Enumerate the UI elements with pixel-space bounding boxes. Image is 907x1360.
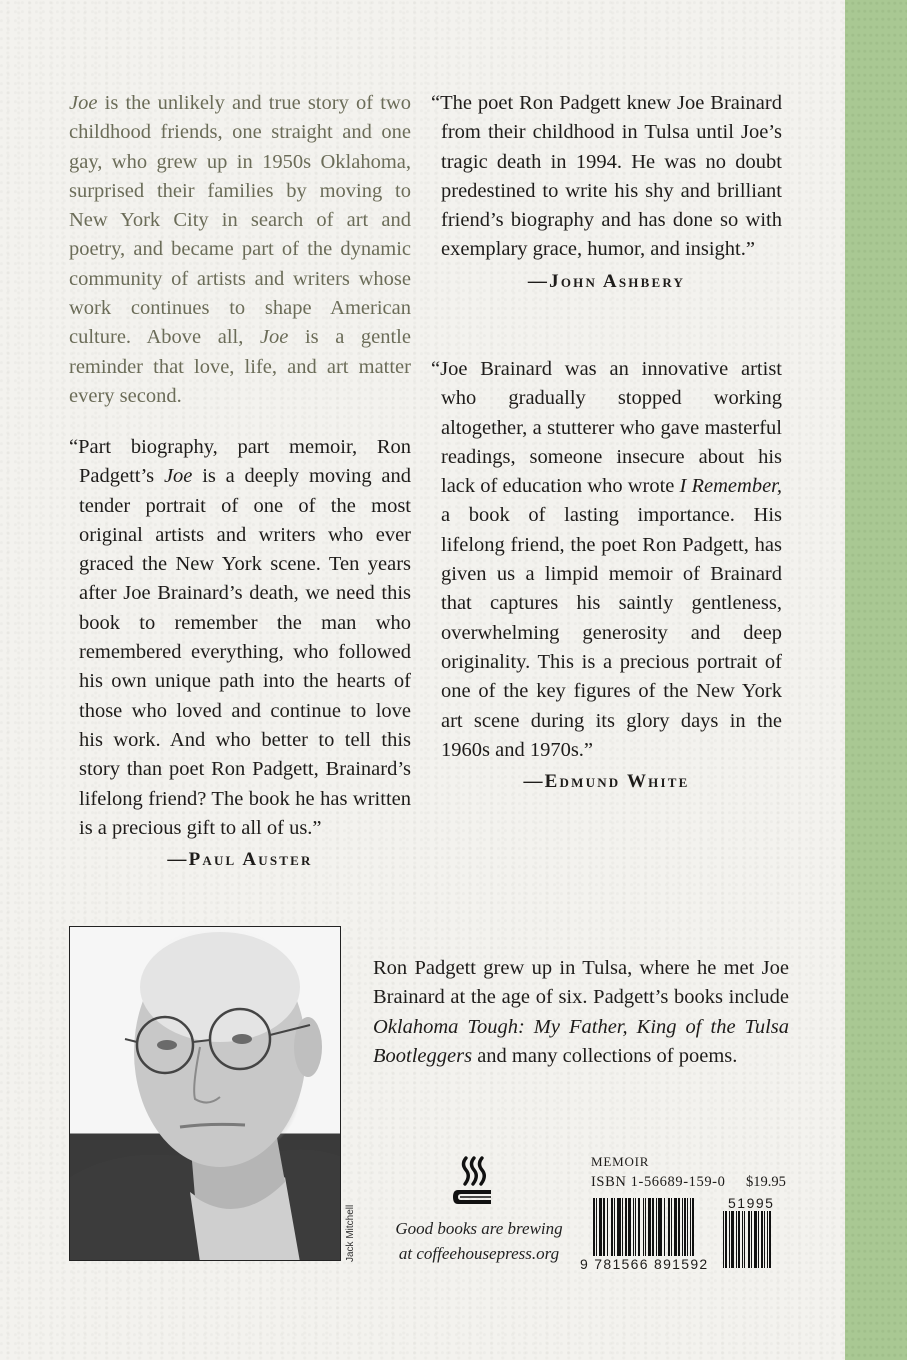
publisher-tagline bbox=[380, 1216, 578, 1266]
photo-credit: Jack Mitchell bbox=[345, 1204, 356, 1262]
author-bio bbox=[373, 954, 789, 1071]
bio-text-part: and many collections of poems. bbox=[472, 1044, 738, 1067]
book-title-italic: Joe bbox=[69, 92, 98, 114]
price-code-bars bbox=[723, 1211, 783, 1268]
blurb-text-part: “Joe Brainard was an innovative artist who gradually stopped working altogether, a stutterer who gave masterful readings, someone insecure about his lack of education who wrote bbox=[431, 358, 782, 498]
isbn-barcode bbox=[580, 1195, 792, 1274]
ean13-bars bbox=[593, 1198, 716, 1260]
book-description bbox=[69, 89, 411, 411]
blurb-attribution: —Edmund White bbox=[523, 771, 690, 793]
barcode-number: 9 781566 891592 bbox=[580, 1256, 709, 1272]
book-title-italic: Joe bbox=[259, 326, 289, 349]
blurb-paul-auster bbox=[69, 433, 411, 874]
blurb-attribution: —Paul Auster bbox=[167, 849, 313, 871]
isbn-label: ISBN 1-56689-159-0 bbox=[591, 1174, 726, 1190]
portrait-illustration bbox=[70, 927, 341, 1261]
cover-spine-accent-strip bbox=[845, 0, 907, 1360]
genre-label: MEMOIR bbox=[591, 1154, 650, 1169]
tagline-line-1: Good books are brewing bbox=[395, 1219, 563, 1238]
blurb-text bbox=[69, 433, 411, 843]
blurb-john-ashbery bbox=[431, 89, 782, 296]
publisher-website-link[interactable]: at coffeehousepress.org bbox=[398, 1244, 560, 1263]
bio-book-title: Oklahoma Tough: My Father, King of the Tulsa Bootleggers bbox=[373, 1015, 789, 1067]
author-photo bbox=[69, 926, 341, 1261]
author-bio-text bbox=[373, 954, 789, 1071]
blurb-italic-title: Joe bbox=[163, 465, 193, 488]
description-text: is a gentle reminder that love, life, and art matter every second. bbox=[69, 326, 411, 407]
bio-text-part: Ron Padgett grew up in Tulsa, where he met Joe Brainard at the age of six. Padgett’s books include bbox=[373, 957, 789, 1009]
blurb-text-part: “Part biography, part memoir, Ron Padgett’s bbox=[69, 436, 411, 488]
blurb-attribution: —John Ashbery bbox=[527, 270, 686, 292]
price-label: $19.95 bbox=[746, 1174, 786, 1190]
blurb-edmund-white bbox=[431, 355, 782, 796]
blurb-text: “The poet Ron Padgett knew Joe Brainard from their childhood in Tulsa until Joe’s tragic death in 1994. He was no doubt predestined to write his shy and brilliant friend’s biography and has done so with exemplary grace, humor, and insight.” bbox=[431, 92, 782, 261]
description-text: is the unlikely and true story of two childhood friends, one straight and one gay, who grew up in 1950s Oklahoma, surprised their families by moving to New York City in search of art and poetry, and became part of the dynamic community of artists and writers whose work continues to shape American culture. Above all, bbox=[69, 92, 411, 349]
blurb-italic-title: I Remember, bbox=[679, 475, 782, 498]
blurb-text bbox=[431, 355, 782, 765]
price-code-number: 51995 bbox=[728, 1195, 775, 1211]
steaming-book-icon bbox=[452, 1156, 494, 1208]
blurb-text-part: a book of lasting importance. His lifelong friend, the poet Ron Padgett, has given us a limpid memoir of Brainard that captures his saintly gentleness, overwhelming generosity and deep originality. This is a precious portrait of one of the key figures of the New York art scene during its glory days in the 1960s and 1970s.” bbox=[441, 504, 782, 761]
description-paragraph bbox=[69, 89, 411, 411]
blurb-text-part: is a deeply moving and tender portrait of one of the most original artists and writers who ever graced the New York scene. Ten years after Joe Brainard’s death, we need this book to remember the man who remembered everything, who followed his own unique path into the hearts of those who loved and continue to love his work. And who better to tell this story than poet Ron Padgett, Brainard’s lifelong friend? The book he has written is a precious gift to all of us.” bbox=[79, 465, 411, 839]
